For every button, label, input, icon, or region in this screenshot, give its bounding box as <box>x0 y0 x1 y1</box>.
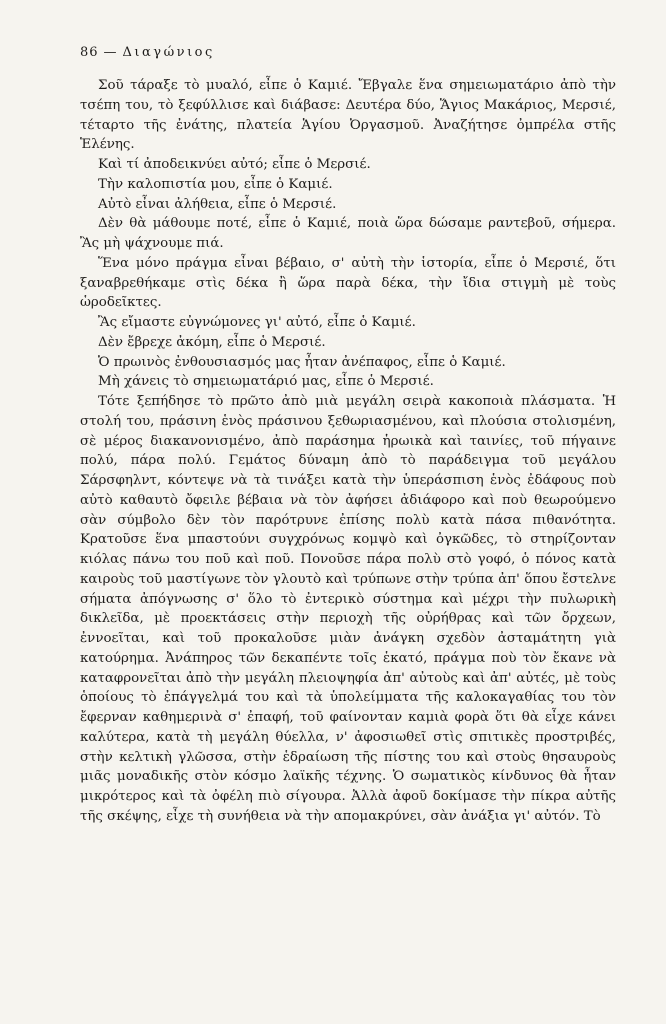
running-head-title: Διαγώνιος <box>122 45 215 60</box>
paragraph: Τότε ξεπήδησε τὸ πρῶτο ἀπὸ μιὰ μεγάλη σειρὰ κακοποιὰ πλάσματα. Ἡ στολή του, πράσινη ἑνὸς πράσινου ξεθωριασμένου, καὶ πλούσια στολισμένη, σὲ μέρος διακανονισμένο, ἀπὸ παράσημα ἡρωικὰ καὶ ταινίες, τοῦ πήγαινε πολύ, πάρα πολύ. Γεμάτος δύναμη ἀπὸ τὸ παράδειγμα τοῦ μεγάλου Σάρσφηλντ, κόντεψε νὰ τὰ τινάξει κατὰ τὴν ὑπεράσπιση ἑνὸς ἐδάφους ποὺ αὐτὸ καθαυτὸ ὄφειλε βέβαια νὰ τὸν ἀφήσει ἀδιάφορο καὶ ποὺ θεωρούμενο σὰν σύμβολο δὲν τὸν παρότρυνε ἐπίσης πολὺ κατὰ πάσα πιθανότητα. Κρατοῦσε ἕνα μπαστούνι συγχρόνως κομψὸ καὶ ὀγκῶδες, τὸ στηρίζονταν κιόλας πάνω του ποῦ καὶ ποῦ. Πονοῦσε πάρα πολὺ στὸ γοφό, ὁ πόνος κατὰ καιροὺς τοῦ μαστίγωνε τὸν γλουτὸ καὶ τρύπωνε στὴν τρύπα ἀπ' ὅπου ἔστελνε σήματα ἀπόγνωσης σ' ὅλο τὸ ἐντερικὸ σύστημα καὶ μέχρι τὴν πυλωρικὴ δικλεῖδα, μὲ προεκτάσεις στὴν περιοχὴ τῆς οὐρήθρας καὶ τῶν ὄρχεων, ἐννοεῖται, καὶ τοῦ προκαλοῦσε μιὰν ἀνάγκη σχεδὸν ἀσταμάτητη γιὰ κατούρημα. Ἀνάπηρος τῶν δεκαπέντε τοῖς ἑκατό, πράγμα ποὺ τὸν ἔκανε νὰ καταφρονεῖται ἀπὸ τὴν μεγάλη πλειοψηφία ἀπ' αὐτοὺς καὶ ἀπ' αὐτές, μὲ τοὺς ὁποίους τὸ ἐπάγγελμά του καὶ τὰ ὑπολείμματα τῆς καλοκαγαθίας του τὸν ἔφερναν καθημερινὰ σ' ἐπαφή, τοῦ φαίνονταν καμιὰ φορὰ ὅτι θὰ εἶχε κάνει καλύτερα, κατὰ τὴ μεγάλη θύελλα, ν' ἀφοσιωθεῖ στὶς σπιτικὲς προστριβές, στὴν κελτικὴ γλῶσσα, στὴν ἑδραίωση τῆς πίστης του καὶ στοὺς θησαυροὺς μιᾶς μοναδικῆς στὸν κόσμο λαϊκῆς τέχνης. Ὁ σωματικὸς κίνδυνος θὰ ἦταν μικρότερος καὶ τὰ ὀφέλη πιὸ σίγουρα. Ἀλλὰ ἀφοῦ δοκίμασε τὴν πίκρα αὐτῆς τῆς σκέψης, εἶχε τὴ συνήθεια νὰ τὴν απομακρύνει, σὰν ἀνάξια γι' αὐτόν. Τὸ <box>80 394 616 824</box>
paragraph: Μὴ χάνεις τὸ σημειωματάριό μας, εἶπε ὁ Μερσιέ. <box>98 374 434 390</box>
paragraph: Αὐτὸ εἶναι ἀλήθεια, εἶπε ὁ Μερσιέ. <box>98 196 337 212</box>
running-head-separator: — <box>103 45 118 60</box>
paragraph: Τὴν καλοπιστία μου, εἶπε ὁ Καμιέ. <box>98 176 333 192</box>
body-text <box>80 76 616 827</box>
paragraph: Ἂς εἴμαστε εὐγνώμονες γι' αὐτό, εἶπε ὁ Καμιέ. <box>98 315 416 330</box>
page-number: 86 <box>80 45 99 60</box>
paragraph: Καὶ τί ἀποδεικνύει αὐτό; εἶπε ὁ Μερσιέ. <box>98 157 371 172</box>
paragraph: Δὲν ἔβρεχε ἀκόμη, εἶπε ὁ Μερσιέ. <box>98 334 326 350</box>
paragraph: Ἕνα μόνο πράγμα εἶναι βέβαιο, σ' αὐτὴ τὴν ἱστορία, εἶπε ὁ Μερσιέ, ὅτι ξαναβρεθήκαμε στὶς δέκα ἢ ὥρα παρὰ δέκα, τὴν ἴδια στιγμὴ μὲ τοὺς ὡροδεῖκτες. <box>80 255 616 311</box>
paragraph: Ὁ πρωινὸς ἐνθουσιασμός μας ἦταν ἀνέπαφος, εἶπε ὁ Καμιέ. <box>98 354 506 370</box>
paragraph: Δὲν θὰ μάθουμε ποτέ, εἶπε ὁ Καμιέ, ποιὰ ὥρα δώσαμε ραντεβοῦ, σήμερα. Ἂς μὴ ψάχνουμε πιά. <box>80 216 616 251</box>
paragraph: Σοῦ τάραξε τὸ μυαλό, εἶπε ὁ Καμιέ. Ἔβγαλε ἕνα σημειωματάριο ἀπὸ τὴν τσέπη του, τὸ ξεφύλλισε καὶ διάβασε: Δευτέρα δύο, Ἅγιος Μακάριος, Μερσιέ, τέταρτο τῆς ἐνάτης, πλατεία Ἁγίου Ὀργασμοῦ. Ἀναζήτησε ὀμπρέλα στῆς Ἑλένης. <box>80 78 616 153</box>
running-head <box>80 44 616 62</box>
